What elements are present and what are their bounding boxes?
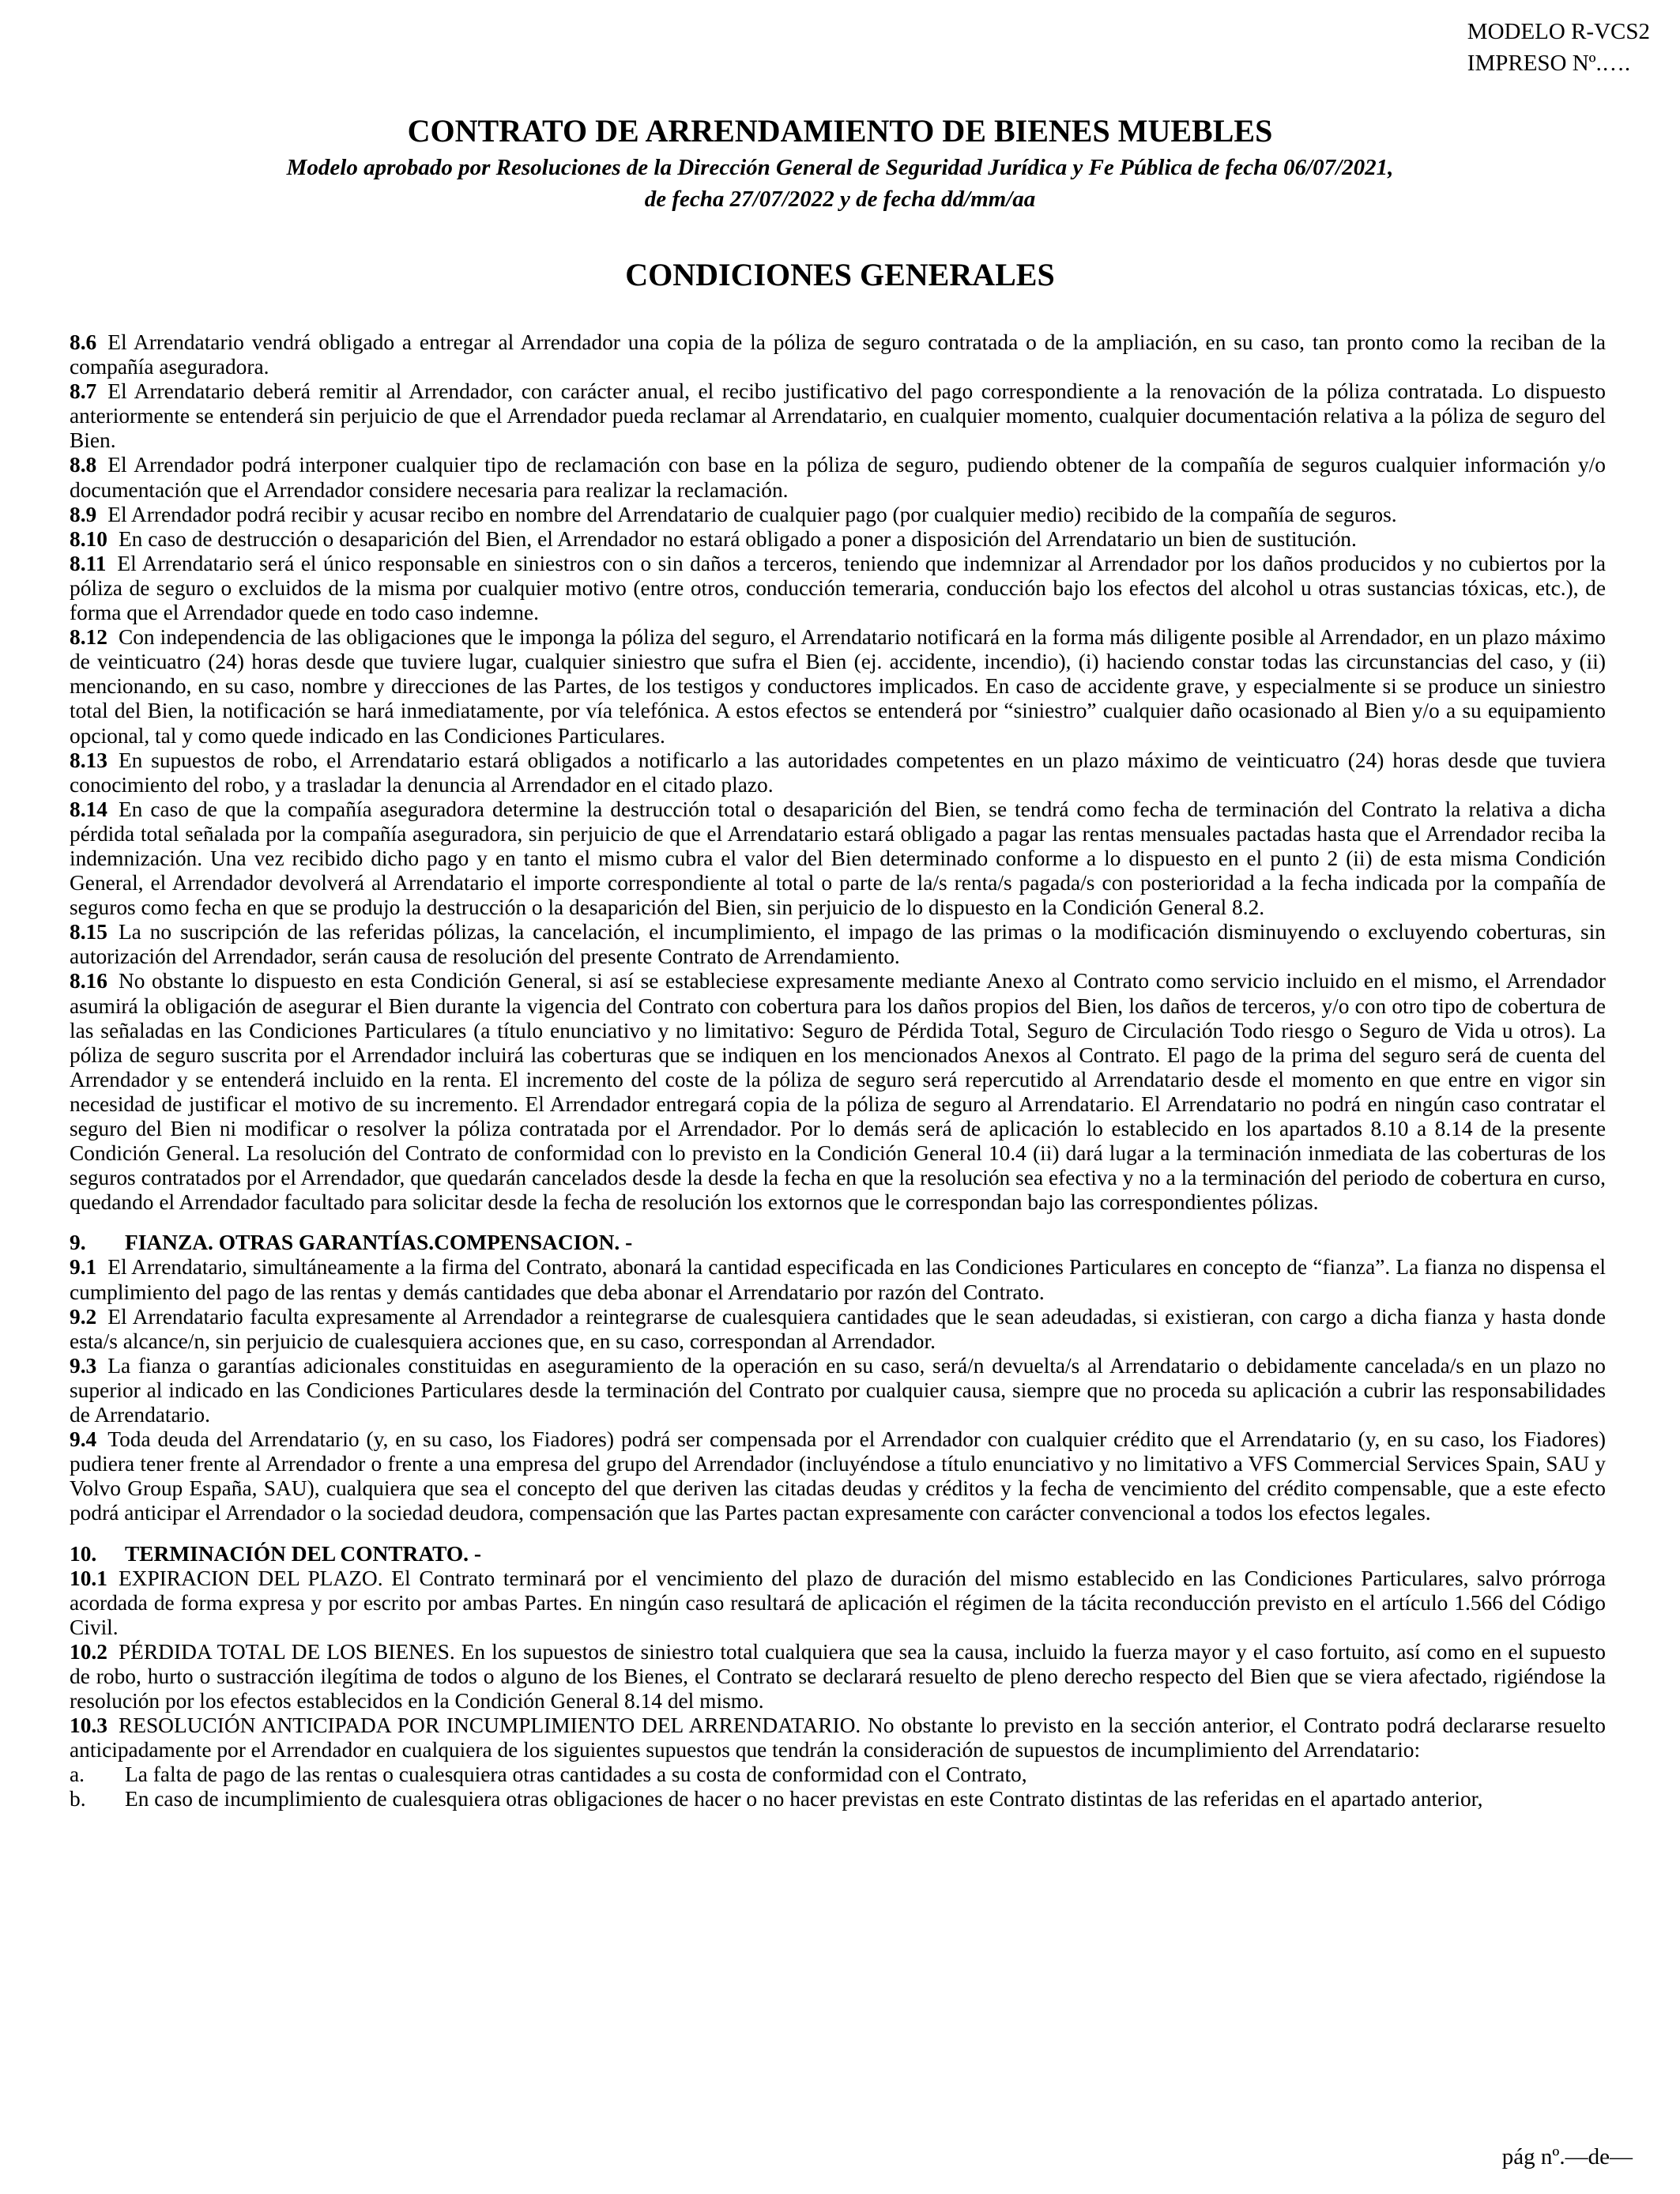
model-code: MODELO R-VCS2 [1467,19,1650,44]
document-title: CONTRATO DE ARRENDAMIENTO DE BIENES MUEBLES [407,113,1273,149]
clause [70,969,1606,1215]
chapter-title: FIANZA. OTRAS GARANTÍAS.COMPENSACION. - [125,1231,633,1255]
clause [70,1305,1606,1354]
clause-text: RESOLUCIÓN ANTICIPADA POR INCUMPLIMIENTO DEL ARRENDATARIO. No obstante lo previsto en la sección anterior, el Contrato podrá declararse resuelto anticipadamente por el Arrendador en cualquiera de los siguientes supuestos que tendrán la consideración de supuestos de incumplimiento del Arrendatario: [70,1713,1606,1762]
clause-text: Con independencia de las obligaciones que le imponga la póliza del seguro, el Arrendatario notificará en la forma más diligente posible al Arrendador, en un plazo máximo de veinticuatro (24) horas desde que tuviere lugar, cualquier siniestro que sufra el Bien (ej. accidente, incendio), (i) haciendo constar todas las circunstancias del caso, y (ii) mencionando, en su caso, nombre y direcciones de las Partes, de los testigos y conductores implicados. En caso de accidente grave, y especialmente si se produce un siniestro total del Bien, la notificación se hará inmediatamente, por vía telefónica. A estos efectos se entenderá por “siniestro” cualquier daño ocasionado al Bien y/o a su equipamiento opcional, tal y como quede indicado en las Condiciones Particulares. [70,625,1606,748]
clause-text: EXPIRACION DEL PLAZO. El Contrato terminará por el vencimiento del plazo de duración del mismo establecido en las Condiciones Particulares, salvo prórroga acordada de forma expresa y por escrito por ambas Partes. En ningún caso resultará de aplicación el régimen de la tácita reconducción previsto en el artículo 1.566 del Código Civil. [70,1566,1606,1639]
chapter-heading [70,1542,1606,1566]
clause [70,1640,1606,1713]
clause-number: 9.4 [70,1427,97,1452]
clause [70,797,1606,920]
section-heading: CONDICIONES GENERALES [625,257,1055,292]
list-text: La falta de pago de las rentas o cualesquiera otras cantidades a su costa de conformidad con el Contrato, [125,1762,1027,1787]
clause [70,920,1606,969]
clause-number: 9.3 [70,1353,97,1378]
clause [70,453,1606,502]
clause-number: 8.15 [70,920,107,944]
clause [70,379,1606,453]
page-footer: pág nº.—de— [1501,2144,1633,2169]
clause-text: El Arrendatario deberá remitir al Arrendador, con carácter anual, el recibo justificativo del pago correspondiente a la renovación de la póliza contratada. Lo dispuesto anteriormente se entenderá sin perjuicio de que el Arrendador pueda reclamar al Arrendatario, en cualquier momento, cualquier documentación relativa a la póliza de seguro del Bien. [70,379,1606,453]
chapter-heading [70,1231,1606,1255]
clause-number: 8.6 [70,330,97,354]
subtitle-line-1: Modelo aprobado por Resoluciones de la Dirección General de Seguridad Jurídica y Fe Pública de fecha 06/07/2021, [286,155,1394,180]
chapter-number: 9. [70,1231,86,1255]
document-body [70,330,1606,1812]
clause-number: 10.3 [70,1713,107,1738]
clause-text: Toda deuda del Arrendatario (y, en su caso, los Fiadores) podrá ser compensada por el Arrendador con cualquier crédito que el Arrendatario (y, en su caso, los Fiadores) pudiera tener frente al Arrendador o frente a una empresa del grupo del Arrendador (incluyéndose a título enunciativo y no limitativo a VFS Commercial Services Spain, SAU y Volvo Group España, SAU), cualquiera que sea el concepto del que deriven las citadas deudas y créditos y la fecha de vencimiento del crédito compensable, que a este efecto podrá anticipar el Arrendador o la sociedad deudora, compensación que las Partes pactan expresamente con carácter convencional a todos los efectos legales. [70,1427,1606,1525]
clause-text: En caso de destrucción o desaparición del Bien, el Arrendador no estará obligado a poner a disposición del Arrendatario un bien de sustitución. [118,526,1357,551]
clause-number: 8.14 [70,797,107,821]
clause [70,1427,1606,1525]
clause-number: 8.7 [70,379,97,404]
clause [70,1713,1606,1762]
clause-number: 9.2 [70,1304,97,1329]
clause [70,330,1606,379]
clause-number: 8.12 [70,625,107,650]
clause [70,625,1606,748]
clause [70,503,1606,527]
document-header [0,111,1680,215]
clause-number: 8.13 [70,748,107,772]
clause-text: El Arrendatario, simultáneamente a la firma del Contrato, abonará la cantidad especificada en las Condiciones Particulares en concepto de “fianza”. La fianza no dispensa el cumplimiento del pago de las rentas y demás cantidades que deba abonar el Arrendatario por razón del Contrato. [70,1255,1606,1304]
list-text: En caso de incumplimiento de cualesquiera otras obligaciones de hacer o no hacer previstas en este Contrato distintas de las referidas en el apartado anterior, [125,1787,1483,1811]
clause [70,1566,1606,1640]
subtitle-line-2: de fecha 27/07/2022 y de fecha dd/mm/aa [644,187,1036,212]
clause-text: El Arrendatario faculta expresamente al Arrendador a reintegrarse de cualesquiera cantidades que le sean adeudadas, si existieran, con cargo a dicha fianza y hasta donde esta/s alcance/n, sin perjuicio de cualesquiera acciones que, en su caso, correspondan al Arrendador. [70,1304,1606,1353]
clause-text: La no suscripción de las referidas pólizas, la cancelación, el incumplimiento, el impago de las primas o la modificación disminuyendo o excluyendo coberturas, sin autorización del Arrendador, serán causa de resolución del presente Contrato de Arrendamiento. [70,920,1606,969]
clause-number: 8.8 [70,453,97,477]
chapter-title: TERMINACIÓN DEL CONTRATO. - [125,1541,481,1566]
clause-number: 8.9 [70,502,97,526]
clause [70,1354,1606,1427]
clause-text: La fianza o garantías adicionales constituidas en aseguramiento de la operación en su caso, será/n devuelta/s al Arrendatario o debidamente cancelada/s en un plazo no superior al indicado en las Condiciones Particulares desde la terminación del Contrato por cualquier causa, siempre que no proceda su aplicación a cubrir las responsabilidades de Arrendatario. [70,1353,1606,1427]
clause-text: En supuestos de robo, el Arrendatario estará obligados a notificarlo a las autoridades competentes en un plazo máximo de veinticuatro (24) horas desde que tuviera conocimiento del robo, y a trasladar la denuncia al Arrendador en el citado plazo. [70,748,1606,797]
clause-number: 8.11 [70,551,107,575]
clause-text: PÉRDIDA TOTAL DE LOS BIENES. En los supuestos de siniestro total cualquiera que sea la causa, incluido la fuerza mayor y el caso fortuito, así como en el supuesto de robo, hurto o sustracción ilegítima de todos o alguno de los Bienes, el Contrato se declarará resuelto de pleno derecho respecto del Bien que se viera afectado, rigiéndose la resolución por los efectos establecidos en la Condición General 8.14 del mismo. [70,1639,1606,1713]
document-subtitle [0,152,1680,215]
clause [70,748,1606,797]
clause [70,1255,1606,1304]
clause-number: 10.1 [70,1566,107,1590]
clause-number: 9.1 [70,1255,97,1280]
clause [70,527,1606,552]
list-item [70,1762,1606,1787]
chapter-number: 10. [70,1541,97,1566]
list-item [70,1787,1606,1811]
printed-number: IMPRESO Nº.…. [1467,51,1631,76]
list-letter: a. [70,1762,85,1787]
clause-text: No obstante lo dispuesto en esta Condición General, si así se estableciese expresamente mediante Anexo al Contrato como servicio incluido en el mismo, el Arrendador asumirá la obligación de asegurar el Bien durante la vigencia del Contrato con cobertura para los daños propios del Bien, los daños de terceros, y/o con otro tipo de cobertura de las señaladas en las Condiciones Particulares (a título enunciativo y no limitativo: Seguro de Pérdida Total, Seguro de Circulación Todo riesgo o Seguro de Vida u otros). La póliza de seguro suscrita por el Arrendador incluirá las coberturas que se indiquen en los mencionados Anexos al Contrato. El pago de la prima del seguro será de cuenta del Arrendador y se entenderá incluido en la renta. El incremento del coste de la póliza de seguro será repercutido al Arrendatario desde el momento en que entre en vigor sin necesidad de justificar el motivo de su incremento. El Arrendador entregará copia de la póliza de seguro al Arrendatario. El Arrendatario no podrá en ningún caso contratar el seguro del Bien ni modificar o resolver la póliza contratada por el Arrendador. Por lo demás será de aplicación lo establecido en los apartados 8.10 a 8.14 de la presente Condición General. La resolución del Contrato de conformidad con lo previsto en la Condición General 10.4 (ii) dará lugar a la terminación inmediata de las coberturas de los seguros contratados por el Arrendador, que quedarán cancelados desde la desde la fecha en que la resolución sea efectiva y no a la terminación del periodo de cobertura en curso, quedando el Arrendador facultado para solicitar desde la fecha de resolución los extornos que le correspondan bajo las correspondientes pólizas. [70,969,1606,1215]
clause [70,552,1606,625]
list-letter: b. [70,1787,86,1811]
clause-text: El Arrendatario vendrá obligado a entregar al Arrendador una copia de la póliza de seguro contratada o de la ampliación, en su caso, tan pronto como la reciban de la compañía aseguradora. [70,330,1606,379]
clause-text: El Arrendatario será el único responsable en siniestros con o sin daños a terceros, teniendo que indemnizar al Arrendador por los daños producidos y no cubiertos por la póliza de seguro o excluidos de la misma por cualquier motivo (entre otros, conducción temeraria, conducción bajo los efectos del alcohol u otras sustancias tóxicas, etc.), de forma que el Arrendador quede en todo caso indemne. [70,551,1606,625]
clause-text: El Arrendador podrá interponer cualquier tipo de reclamación con base en la póliza de seguro, pudiendo obtener de la compañía de seguros cualquier información y/o documentación que el Arrendador considere necesaria para realizar la reclamación. [70,453,1606,502]
clause-number: 8.10 [70,526,107,551]
clause-number: 10.2 [70,1639,107,1664]
clause-text: En caso de que la compañía aseguradora determine la destrucción total o desaparición del Bien, se tendrá como fecha de terminación del Contrato la relativa a dicha pérdida total señalada por la compañía aseguradora, sin perjuicio de que el Arrendatario estará obligado a pagar las rentas mensuales pactadas hasta que el Arrendador reciba la indemnización. Una vez recibido dicho pago y en tanto el mismo cubra el valor del Bien determinado conforme a lo dispuesto en el punto 2 (ii) de esta misma Condición General, el Arrendador devolverá al Arrendatario el importe correspondiente al total o parte de la/s renta/s pagada/s con posterioridad a la fecha indicada por la compañía de seguros como fecha en que se produjo la destrucción o la desaparición del Bien, sin perjuicio de lo dispuesto en la Condición General 8.2. [70,797,1606,920]
clause-text: El Arrendador podrá recibir y acusar recibo en nombre del Arrendatario de cualquier pago (por cualquier medio) recibido de la compañía de seguros. [107,502,1397,526]
clause-number: 8.16 [70,969,107,993]
model-tag [1467,16,1650,79]
